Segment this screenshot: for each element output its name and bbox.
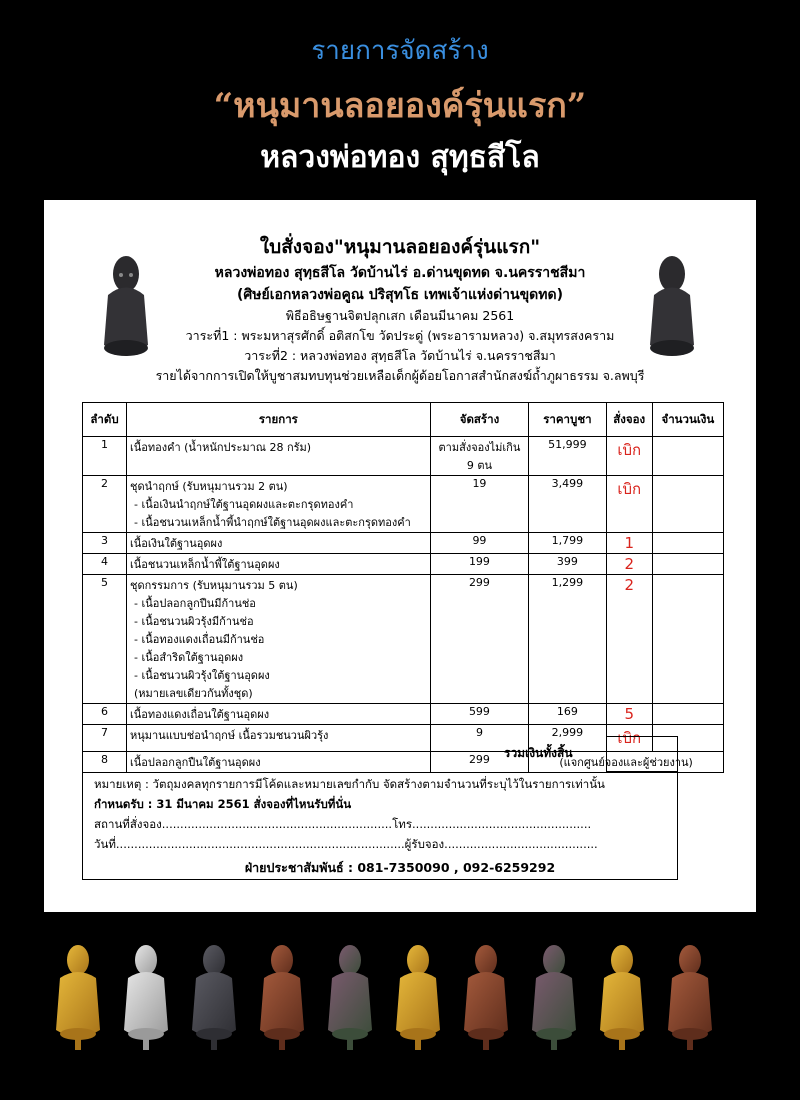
amulet-gallery	[50, 940, 750, 1060]
remark-date[interactable]: วันที่...............................................................................ผู้รับจอง..........................................	[94, 837, 598, 851]
table-row	[83, 476, 724, 533]
row-price: 51,999	[529, 437, 607, 476]
contact-line: ฝ่ายประชาสัมพันธ์ : 081-7350090 , 092-6259292	[244, 860, 556, 875]
col-header-no: ลำดับ	[83, 403, 127, 437]
amulet-figure-gold	[390, 940, 446, 1052]
amulet-figure-rainbow	[322, 940, 378, 1052]
amulet-figure-silver	[118, 940, 174, 1052]
row-qty: 599	[430, 704, 528, 725]
row-item-sub: (หมายเลขเดียวกันทั้งชุด)	[133, 687, 253, 700]
row-item	[126, 752, 430, 773]
order-table	[82, 402, 724, 773]
row-item-label: เนื้อทองคำ (น้ำหนักประมาณ 28 กรัม)	[129, 441, 312, 454]
row-item	[126, 554, 430, 575]
table-header-row	[83, 403, 724, 437]
form-ceremony: พิธีอธิษฐานจิตปลุกเสก เดือนมีนาคม 2561	[285, 308, 515, 323]
row-order[interactable]: 5	[606, 704, 652, 725]
form-income: รายได้จากการเปิดให้บูชาสมทบทุนช่วยเหลือเด็กผู้ด้อยโอกาสสำนักสงฆ์ถ้ำภูผาธรรม จ.ลพบุรี	[155, 368, 645, 383]
row-price: 1,799	[529, 533, 607, 554]
row-item-sub: - เนื้อเงินนำฤกษ์ใต้ฐานอุดผงและตะกรุดทองคำ	[133, 498, 354, 511]
row-qty: 9	[430, 725, 528, 752]
table-row	[83, 704, 724, 725]
row-item-sub: - เนื้อสำริดใต้ฐานอุดผง	[133, 651, 244, 664]
remarks-block	[94, 774, 714, 854]
row-order[interactable]: เบิก	[606, 437, 652, 476]
total-label: รวมเงินทั้งสิ้น	[504, 746, 573, 760]
row-no: 7	[83, 725, 127, 752]
total-amount-field[interactable]	[606, 736, 678, 772]
row-amount[interactable]	[652, 554, 723, 575]
col-header-item: รายการ	[126, 403, 430, 437]
header-line2: “หนุมานลอยองค์รุ่นแรก”	[213, 86, 587, 126]
row-qty: 199	[430, 554, 528, 575]
row-item	[126, 533, 430, 554]
row-item-label: เนื้อชนวนเหล็กน้ำพี้ใต้ฐานอุดผง	[129, 558, 280, 571]
amulet-figure-gold	[594, 940, 650, 1052]
row-qty: 19	[430, 476, 528, 533]
form-subtitle2: (ศิษย์เอกหลวงพ่อคูณ ปริสุทโธ เทพเจ้าแห่งด่านขุดทด)	[237, 287, 563, 303]
row-order[interactable]: 2	[606, 575, 652, 704]
row-price: 3,499	[529, 476, 607, 533]
row-item-label: เนื้อเงินใต้ฐานอุดผง	[129, 537, 223, 550]
col-header-price: ราคาบูชา	[529, 403, 607, 437]
row-order[interactable]: เบิก	[606, 725, 652, 752]
amulet-figure-gold	[50, 940, 106, 1052]
row-no: 5	[83, 575, 127, 704]
row-item-sub: - เนื้อทองแดงเถื่อนมีก้านช่อ	[133, 633, 265, 646]
row-price: 399	[529, 554, 607, 575]
row-item-sub: - เนื้อชนวนผิวรุ้งใต้ฐานอุดผง	[133, 669, 270, 682]
row-item-label: เนื้อทองแดงเถื่อนใต้ฐานอุดผง	[129, 708, 270, 721]
remark-deadline: กำหนดรับ : 31 มีนาคม 2561 สั่งจองที่ไหนรับที่นั่น	[94, 797, 352, 811]
row-amount[interactable]	[652, 437, 723, 476]
row-item-label: ชุดนำฤกษ์ (รับหนุมานรวม 2 ตน)	[129, 480, 288, 493]
row-amount[interactable]	[652, 533, 723, 554]
row-order[interactable]: 1	[606, 533, 652, 554]
row-no: 2	[83, 476, 127, 533]
row-item	[126, 704, 430, 725]
amulet-figure-copper	[662, 940, 718, 1052]
row-item-sub: - เนื้อปลอกลูกปืนมีก้านช่อ	[133, 597, 256, 610]
row-item-label: หนุมานแบบช่อนำฤกษ์ เนื้อรวมชนวนผิวรุ้ง	[129, 729, 329, 742]
form-round2: วาระที่2 : หลวงพ่อทอง สุทฺธสีโล วัดบ้านไร่ จ.นครราชสีมา	[244, 348, 556, 363]
row-item	[126, 575, 430, 704]
header-line1: รายการจัดสร้าง	[311, 36, 489, 66]
amulet-figure-copper	[458, 940, 514, 1052]
row-qty: 99	[430, 533, 528, 554]
row-no: 3	[83, 533, 127, 554]
row-qty: ตามสั่งจองไม่เกิน 9 ตน	[430, 437, 528, 476]
col-header-order: สั่งจอง	[606, 403, 652, 437]
remark-place[interactable]: สถานที่สั่งจอง...............................................................โทร.................................................	[94, 817, 592, 831]
row-price: 1,299	[529, 575, 607, 704]
header-line3: หลวงพ่อทอง สุทฺธสีโล	[260, 140, 540, 175]
row-amount[interactable]	[652, 575, 723, 704]
amulet-figure-copper	[254, 940, 310, 1052]
row-item	[126, 437, 430, 476]
form-subtitle: หลวงพ่อทอง สุทฺธสีโล วัดบ้านไร่ อ.ด่านขุดทด จ.นครราชสีมา	[214, 265, 586, 281]
row-price: 169	[529, 704, 607, 725]
row-item-label: ชุดกรรมการ (รับหนุมานรวม 5 ตน)	[129, 579, 298, 592]
row-no: 8	[83, 752, 127, 773]
row-no: 6	[83, 704, 127, 725]
row-item-sub: - เนื้อชนวนเหล็กน้ำพี้นำฤกษ์ใต้ฐานอุดผงและตะกรุดทองคำ	[133, 516, 411, 529]
table-row	[83, 533, 724, 554]
table-row	[83, 575, 724, 704]
row-amount[interactable]	[652, 476, 723, 533]
row-item-sub: - เนื้อชนวนผิวรุ้งมีก้านช่อ	[133, 615, 254, 628]
row-price: (แจกศูนย์จองและผู้ช่วยงาน)	[529, 752, 724, 773]
row-qty: 299	[430, 575, 528, 704]
form-round1: วาระที่1 : พระมหาสุรศักดิ์ อติสกโข วัดประดู่ (พระอารามหลวง) จ.สมุทรสงคราม	[185, 328, 615, 343]
row-order[interactable]: 2	[606, 554, 652, 575]
amulet-figure-dark-iron	[186, 940, 242, 1052]
col-header-amount: จำนวนเงิน	[652, 403, 723, 437]
order-form	[44, 200, 756, 912]
row-order[interactable]: เบิก	[606, 476, 652, 533]
table-row	[83, 437, 724, 476]
row-no: 1	[83, 437, 127, 476]
table-row	[83, 554, 724, 575]
row-price: 2,999	[529, 725, 607, 752]
row-item	[126, 725, 430, 752]
form-title: ใบสั่งจอง"หนุมานลอยองค์รุ่นแรก"	[259, 236, 541, 258]
row-qty: 299	[430, 752, 528, 773]
amulet-figure-rainbow	[526, 940, 582, 1052]
row-no: 4	[83, 554, 127, 575]
col-header-qty: จัดสร้าง	[430, 403, 528, 437]
row-item	[126, 476, 430, 533]
remark-note: หมายเหตุ : วัตถุมงคลทุกรายการมีโค้ดและหมายเลขกำกับ จัดสร้างตามจำนวนที่ระบุไว้ในรายการเท่านั้น	[94, 777, 605, 791]
row-item-label: เนื้อปลอกลูกปืนใต้ฐานอุดผง	[129, 756, 261, 769]
row-amount[interactable]	[652, 704, 723, 725]
